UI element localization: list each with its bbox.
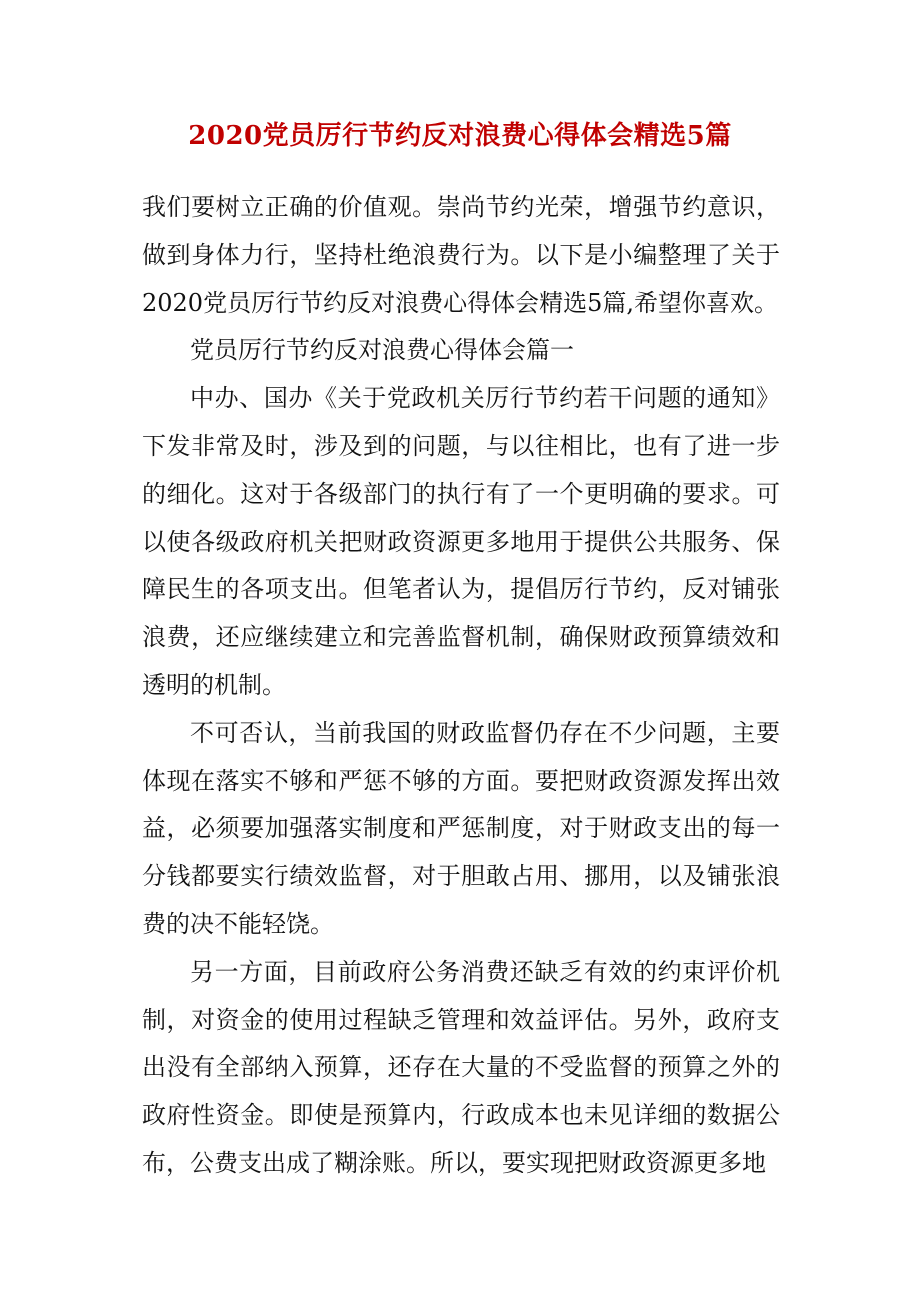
paragraph: 中办、国办《关于党政机关厉行节约若干问题的通知》下发非常及时，涉及到的问题，与以往相比，也有了进一步的细化。这对于各级部门的执行有了一个更明确的要求。可以使各级政府机关把财政资源更多地用于提供公共服务、保障民生的各项支出。但笔者认为，提倡厉行节约，反对铺张浪费，还应继续建立和完善监督机制，确保财政预算绩效和透明的机制。 [142, 384, 780, 699]
document-body [142, 184, 780, 1188]
paragraph: 另一方面，目前政府公务消费还缺乏有效的约束评价机制，对资金的使用过程缺乏管理和效益评估。另外，政府支出没有全部纳入预算，还存在大量的不受监督的预算之外的政府性资金。即使是预算内，行政成本也未见详细的数据公布，公费支出成了糊涂账。所以，要实现把财政资源更多地 [142, 957, 780, 1177]
paragraph: 不可否认，当前我国的财政监督仍存在不少问题，主要体现在落实不够和严惩不够的方面。要把财政资源发挥出效益，必须要加强落实制度和严惩制度，对于财政支出的每一分钱都要实行绩效监督，对于胆敢占用、挪用，以及铺张浪费的决不能轻饶。 [142, 718, 780, 938]
document-title: 2020党员厉行节约反对浪费心得体会精选5篇 [188, 121, 732, 151]
section-heading: 党员厉行节约反对浪费心得体会篇一 [190, 336, 574, 365]
paragraph-intro: 我们要树立正确的价值观。崇尚节约光荣，增强节约意识，做到身体力行，坚持杜绝浪费行为。以下是小编整理了关于2020党员厉行节约反对浪费心得体会精选5篇,希望你喜欢。 [142, 193, 780, 317]
